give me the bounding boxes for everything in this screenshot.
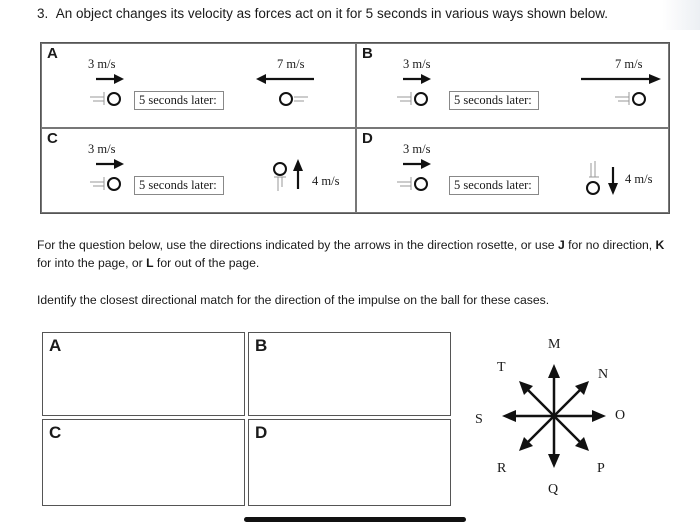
initial-speed-c: 3 m/s [88, 142, 116, 156]
later-text-d: 5 seconds later: [454, 178, 532, 192]
final-ball-c [268, 157, 308, 207]
rosette-label-n: N [598, 367, 609, 382]
option-l: L [146, 256, 154, 270]
scenario-label-c: C [47, 130, 58, 147]
answer-label-b: B [255, 336, 268, 355]
home-indicator-bar[interactable] [244, 517, 466, 522]
initial-speed-b: 3 m/s [403, 57, 431, 71]
scenario-cell-a [41, 43, 356, 128]
scenario-cell-b [356, 43, 669, 128]
answer-box-b[interactable] [248, 332, 451, 416]
answer-box-a[interactable] [42, 332, 245, 416]
answer-label-c: C [49, 423, 62, 442]
scenario-cell-d [356, 128, 669, 213]
rosette-label-p: P [597, 461, 605, 476]
rosette-label-r: R [497, 461, 507, 476]
arrow-s-icon [502, 410, 516, 422]
instructions-paragraph: For the question below, use the directions indicated by the arrows in the direction rosette, or use J for no direction, K for into the page, or L for out of the page. [37, 238, 665, 270]
initial-speed-d: 3 m/s [403, 142, 431, 156]
initial-ball-b [393, 72, 443, 112]
answer-box-d[interactable] [248, 419, 451, 506]
final-ball-a [252, 72, 332, 112]
option-k: K [655, 238, 665, 252]
final-speed-d: 4 m/s [625, 172, 653, 186]
scenario-label-d: D [362, 130, 373, 147]
initial-ball-c [86, 157, 136, 197]
option-j: J [557, 238, 565, 252]
arrow-o-icon [592, 410, 606, 422]
edge-shade [662, 0, 700, 30]
final-speed-c: 4 m/s [312, 174, 340, 188]
arrow-q-icon [548, 454, 560, 468]
later-text-a: 5 seconds later: [139, 93, 217, 107]
initial-ball-d [393, 157, 443, 197]
answer-label-d: D [255, 423, 268, 442]
final-ball-b [577, 72, 667, 112]
scenario-label-a: A [47, 45, 58, 62]
final-speed-a: 7 m/s [277, 57, 305, 71]
final-ball-d [585, 155, 625, 205]
final-speed-b: 7 m/s [615, 57, 643, 71]
answer-label-a: A [49, 336, 62, 355]
rosette-label-t: T [497, 360, 506, 375]
scenario-grid [40, 42, 670, 214]
question-text: An object changes its velocity as forces act on it for 5 seconds in various ways shown below. [55, 6, 609, 21]
answer-box-c[interactable] [42, 419, 245, 506]
question-title [37, 6, 608, 21]
rosette-label-m: M [548, 337, 561, 352]
rosette-label-q: Q [548, 482, 559, 497]
question-number: 3. [37, 6, 49, 21]
initial-speed-a: 3 m/s [88, 57, 116, 71]
later-text-b: 5 seconds later: [454, 93, 532, 107]
scenario-cell-c [41, 128, 356, 213]
rosette-label-o: O [615, 408, 626, 423]
later-text-c: 5 seconds later: [139, 178, 217, 192]
initial-ball-a [86, 72, 136, 112]
rosette-label-s: S [475, 412, 483, 427]
scenario-label-b: B [362, 45, 373, 62]
identify-prompt: Identify the closest directional match for the direction of the impulse on the ball for these cases. [37, 293, 550, 307]
arrow-m-icon [548, 364, 560, 378]
